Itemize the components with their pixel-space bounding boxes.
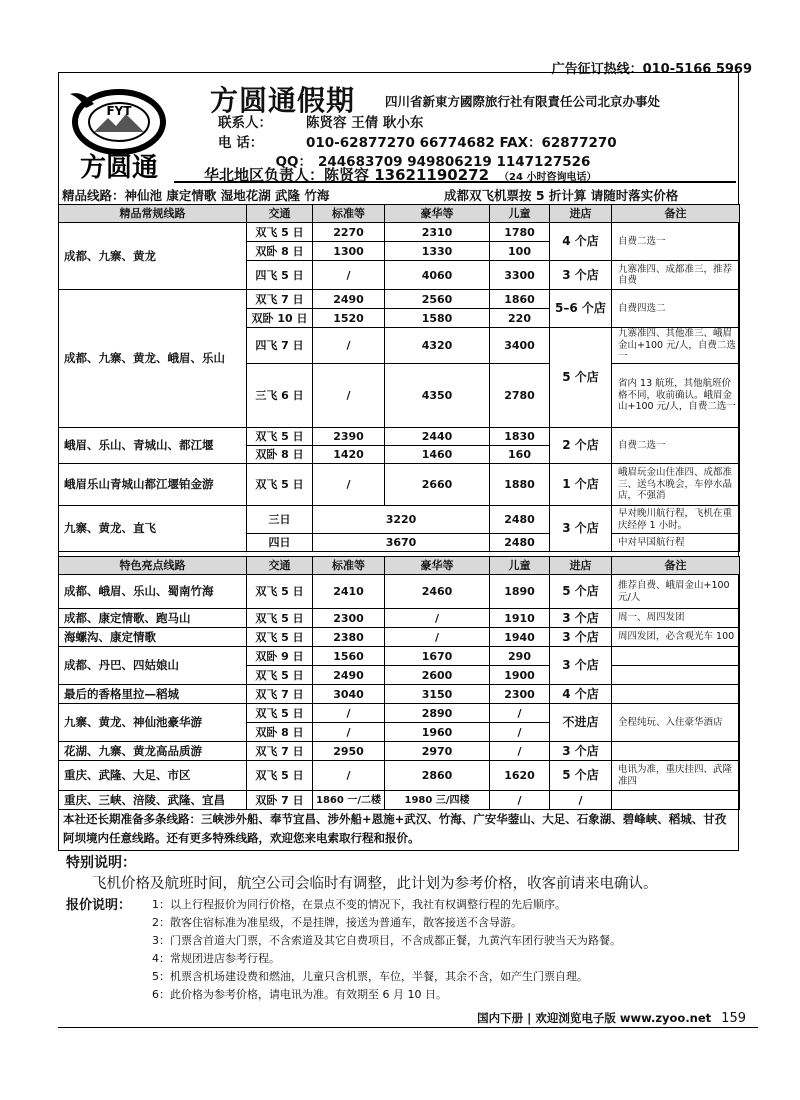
table-row [59,628,740,647]
region-note: （24 小时咨询电话） [499,172,597,183]
price-child: 1890 [490,575,550,609]
route-name: 成都、康定情歌、跑马山 [59,609,247,628]
note: 峨眉玩金山住准四、成都准三、送乌木晚会，车停水晶店，不强消 [612,464,740,506]
extra-routes-note: 本社还长期准备多条线路：三峡涉外船、奉节宜昌、涉外船+恩施+武汉、竹海、广安华蓥山、大足、石象湖、碧峰峡、稻城、甘孜阿坝境内任意线路。还有更多特殊线路，欢迎您来电索取行程和报价。 [58,808,739,851]
table-row [59,223,740,242]
table-row [59,742,740,761]
price-luxury: 4060 [385,261,490,290]
note: 自费二选一 [612,223,740,261]
stores: 3 个店 [550,647,612,685]
stores: 3 个店 [550,609,612,628]
price-standard: 2490 [313,290,385,309]
table-row [59,506,740,534]
region-label: 华北地区负责人： [204,166,325,184]
note [612,742,740,761]
price-child: 2480 [490,534,550,552]
brand-title: 方圆通假期 [210,84,356,117]
transport: 三日 [247,506,313,534]
price-luxury: 2310 [385,223,490,242]
price-notes-list [152,896,621,1004]
table-header [59,557,740,575]
col-luxury: 豪华等 [385,205,490,223]
price-child: 220 [490,309,550,328]
stores: 5 个店 [550,761,612,791]
transport: 四飞 5 日 [247,261,313,290]
table-row [59,761,740,791]
transport: 双卧 8 日 [247,446,313,464]
note: 推荐自费、峨眉金山+100 元/人 [612,575,740,609]
route-name: 峨眉、乐山、青城山、都江堰 [59,428,247,464]
price-child: 1910 [490,609,550,628]
footer-divider [58,1027,758,1028]
phone-label: 电 话： [218,135,264,151]
route-name: 重庆、三峡、涪陵、武隆、宜昌 [59,791,247,810]
price-combined: 3220 [313,506,490,534]
transport: 双飞 5 日 [247,761,313,791]
price-luxury: / [385,628,490,647]
table-row [59,290,740,309]
price-child: 1940 [490,628,550,647]
route-name: 重庆、武隆、大足、市区 [59,761,247,791]
regular-routes-table [58,204,740,552]
price-child: 160 [490,446,550,464]
price-child: 1830 [490,428,550,446]
table-row [59,791,740,810]
table-row [59,428,740,446]
price-child: / [490,723,550,742]
price-child: 2480 [490,506,550,534]
qq-label: QQ： [275,154,312,170]
price-notes-title: 报价说明： [66,898,132,913]
list-item: 1：以上行程报价为同行价格，在景点不变的情况下，我社有权调整行程的先后顺序。 [152,898,566,911]
region-line [204,164,596,185]
price-standard: 1420 [313,446,385,464]
transport: 四飞 7 日 [247,328,313,364]
col-child: 儿童 [490,557,550,575]
price-luxury: 1460 [385,446,490,464]
price-standard: 1520 [313,309,385,328]
price-luxury: 2600 [385,666,490,685]
price-child: 1900 [490,666,550,685]
brand-logo [64,84,174,184]
col-stores: 进店 [550,205,612,223]
list-item: 6：此价格为参考价格，请电讯为准。有效期至 6 月 10 日。 [152,988,447,1001]
price-luxury: 2440 [385,428,490,446]
col-transport: 交通 [247,205,313,223]
price-standard: 1300 [313,242,385,261]
col-child: 儿童 [490,205,550,223]
stores: / [550,791,612,810]
price-luxury: 1330 [385,242,490,261]
contact-value: 陈贤容 王倩 耿小东 [306,115,424,131]
region-value: 陈贤容 13621190272 [324,166,490,184]
route-name: 最后的香格里拉—稻城 [59,685,247,704]
price-child: 290 [490,647,550,666]
page-number: 159 [721,1011,746,1026]
route-name: 成都、峨眉、乐山、蜀南竹海 [59,575,247,609]
transport: 双飞 5 日 [247,609,313,628]
price-child: 2300 [490,685,550,704]
price-child: 1860 [490,290,550,309]
price-standard: 2390 [313,428,385,446]
price-combined: 3670 [313,534,490,552]
contact-label: 联系人： [218,115,272,131]
price-child: / [490,704,550,723]
list-item: 4：常规团进店参考行程。 [152,952,280,965]
featured-routes-table [58,556,740,810]
route-name: 九寨、黄龙、神仙池豪华游 [59,704,247,742]
price-luxury: 2860 [385,761,490,791]
flight-discount-note: 成都双飞机票按 5 折计算 请随时落实价格 [444,188,679,203]
price-child: / [490,791,550,810]
contact-line [218,111,423,131]
transport: 双飞 5 日 [247,575,313,609]
table-row [59,685,740,704]
price-luxury: 1580 [385,309,490,328]
price-standard: / [313,364,385,428]
stores: 不进店 [550,704,612,742]
price-luxury: 2660 [385,464,490,506]
phone-line [218,131,617,151]
stores: 1 个店 [550,464,612,506]
list-item: 3：门票含首道大门票，不含索道及其它自费项目，不含成都正餐，九黄汽车团行驶当天为路餐。 [152,934,621,947]
price-standard: 2270 [313,223,385,242]
route-name: 海螺沟、康定情歌 [59,628,247,647]
col-notes: 备注 [612,205,740,223]
note [612,647,740,666]
note [612,666,740,685]
logo-mark-text: FYT [106,104,132,118]
price-child: / [490,742,550,761]
note [612,685,740,704]
price-luxury: 2890 [385,704,490,723]
transport: 四日 [247,534,313,552]
transport: 双卧 7 日 [247,791,313,810]
stores: 3 个店 [550,261,612,290]
logo-wordmark: 方圆通 [79,153,159,183]
price-luxury: 2970 [385,742,490,761]
note: 早对晚川航行程，飞机在重庆经停 1 小时。 [612,506,740,534]
col-standard: 标准等 [313,205,385,223]
price-standard: / [313,464,385,506]
transport: 双飞 5 日 [247,223,313,242]
stores: 4 个店 [550,223,612,261]
col-standard: 标准等 [313,557,385,575]
price-luxury: 1960 [385,723,490,742]
note: 周四发团，必含观光车 100 [612,628,740,647]
note: 自费二选一 [612,428,740,464]
note: 电讯为准，重庆挂四、武隆准四 [612,761,740,791]
price-child: 1780 [490,223,550,242]
price-luxury: 2460 [385,575,490,609]
list-item: 2：散客住宿标准为准星级，不是挂牌，接送为普通车，散客接送不含导游。 [152,916,522,929]
transport: 双卧 8 日 [247,723,313,742]
stores: 2 个店 [550,428,612,464]
price-standard: / [313,761,385,791]
phone-value: 010-62877270 66774682 FAX：62877270 [306,135,617,151]
transport: 双飞 5 日 [247,704,313,723]
note: 自费四选二 [612,290,740,328]
price-luxury: 1980 三/四楼 [385,791,490,810]
price-child: 2780 [490,364,550,428]
note [612,791,740,810]
col-notes: 备注 [612,557,740,575]
transport: 双飞 7 日 [247,290,313,309]
table-row [59,704,740,723]
transport: 双飞 5 日 [247,464,313,506]
table-row [59,609,740,628]
special-notice-title: 特别说明： [66,855,136,871]
price-luxury: / [385,609,490,628]
list-item: 5：机票含机场建设费和燃油，儿童只含机票，车位，半餐，其余不含，如产生门票自理。 [152,970,588,983]
stores: 3 个店 [550,628,612,647]
transport: 双卧 10 日 [247,309,313,328]
price-child: 1620 [490,761,550,791]
note: 九寨准四、成都准三，推荐自费 [612,261,740,290]
price-luxury: 2560 [385,290,490,309]
price-standard: 3040 [313,685,385,704]
stores: 4 个店 [550,685,612,704]
price-child: 100 [490,242,550,261]
transport: 双飞 5 日 [247,428,313,446]
price-standard: 2950 [313,742,385,761]
col-route: 特色亮点线路 [59,557,247,575]
note: 九寨准四、其他准三、峨眉金山+100 元/人，自费二选一 [612,328,740,364]
note: 全程纯玩、入住豪华酒店 [612,704,740,742]
price-standard: 1860 一/二楼 [313,791,385,810]
route-name: 成都、九寨、黄龙、峨眉、乐山 [59,290,247,428]
note: 省内 13 航班，其他航班价格不同，收前确认。峨眉金山+100 元/人，自费二选一 [612,364,740,428]
featured-routes: 精品线路：神仙池 康定情歌 湿地花湖 武隆 竹海 [62,188,330,203]
qq-value: 244683709 949806219 1147127526 [318,154,591,170]
price-luxury: 3150 [385,685,490,704]
stores: 5 个店 [550,575,612,609]
price-standard: / [313,261,385,290]
price-standard: 2300 [313,609,385,628]
price-standard: / [313,723,385,742]
transport: 双飞 5 日 [247,666,313,685]
col-stores: 进店 [550,557,612,575]
footer-text: 国内下册 | 欢迎浏览电子版 www.zyoo.net [477,1011,712,1025]
table-row [59,647,740,666]
route-name: 成都、丹巴、四姑娘山 [59,647,247,685]
route-name: 峨眉乐山青城山都江堰铂金游 [59,464,247,506]
note: 中对早国航行程 [612,534,740,552]
price-child: 1880 [490,464,550,506]
route-name: 成都、九寨、黄龙 [59,223,247,290]
page-footer [477,1010,746,1026]
route-name: 九寨、黄龙、直飞 [59,506,247,552]
note: 周一、周四发团 [612,609,740,628]
price-standard: 2380 [313,628,385,647]
price-luxury: 4320 [385,328,490,364]
special-notice-body: 飞机价格及航班时间，航空公司会临时有调整，此计划为参考价格，收客前请来电确认。 [92,876,658,892]
stores: 3 个店 [550,742,612,761]
price-child: 3300 [490,261,550,290]
price-standard: 1560 [313,647,385,666]
stores: 3 个店 [550,506,612,552]
table-row [59,464,740,506]
transport: 三飞 6 日 [247,364,313,428]
col-luxury: 豪华等 [385,557,490,575]
price-standard: 2490 [313,666,385,685]
transport: 双飞 7 日 [247,742,313,761]
price-child: 3400 [490,328,550,364]
stores: 5–6 个店 [550,290,612,328]
transport: 双飞 5 日 [247,628,313,647]
price-luxury: 4350 [385,364,490,428]
ad-hotline: 广告征订热线：010-5166 5969 [551,62,752,77]
price-luxury: 1670 [385,647,490,666]
col-transport: 交通 [247,557,313,575]
price-standard: 2410 [313,575,385,609]
route-name: 花湖、九寨、黄龙高品质游 [59,742,247,761]
transport: 双卧 9 日 [247,647,313,666]
col-route: 精品常规线路 [59,205,247,223]
price-standard: / [313,704,385,723]
stores: 5 个店 [550,328,612,428]
transport: 双飞 7 日 [247,685,313,704]
table-header [59,205,740,223]
price-standard: / [313,328,385,364]
table-row [59,575,740,609]
agency-name: 四川省新東方國際旅行社有限責任公司北京办事处 [385,94,661,109]
transport: 双卧 8 日 [247,242,313,261]
